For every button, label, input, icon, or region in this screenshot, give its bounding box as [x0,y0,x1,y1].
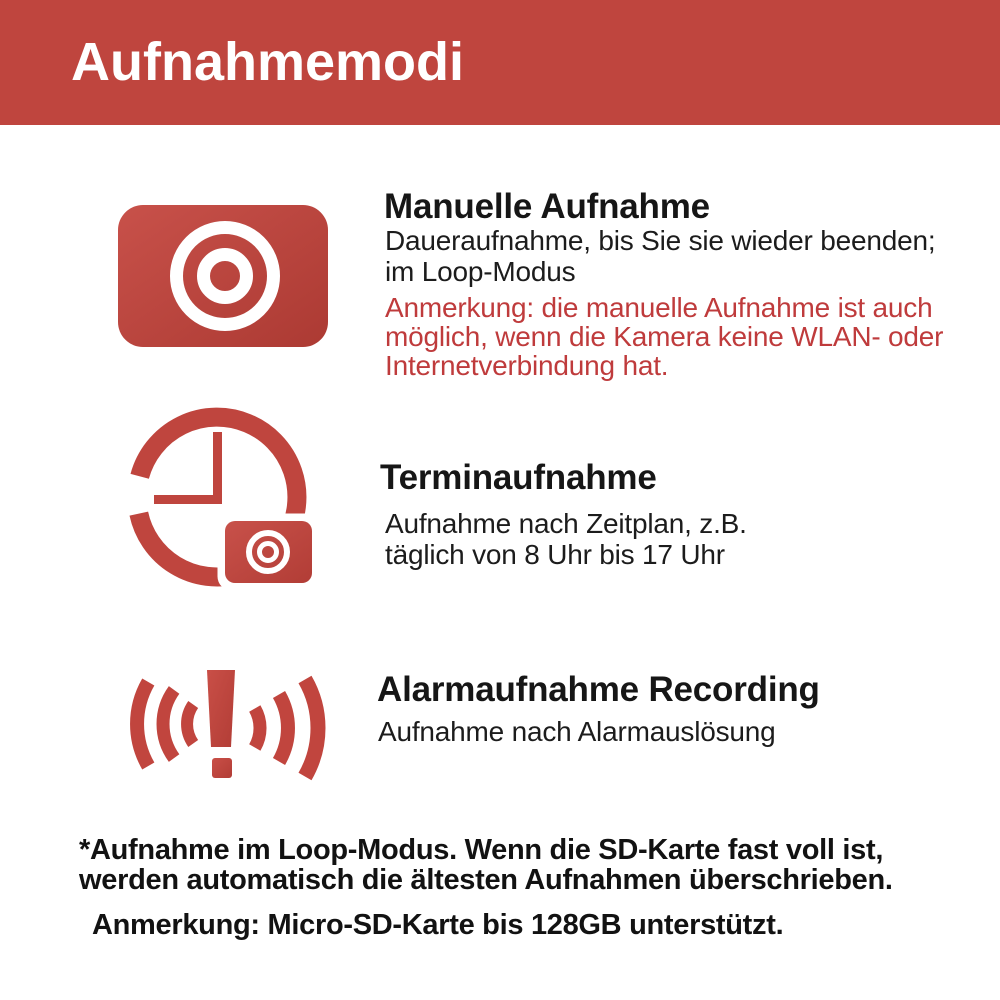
section-note-manual [385,293,943,380]
section-description-alarm [378,716,776,747]
footer-line: *Aufnahme im Loop-Modus. Wenn die SD-Karte fast voll ist, [79,834,884,866]
section-title-alarm: Alarmaufnahme Recording [377,670,820,709]
description-line: Aufnahme nach Alarmauslösung [378,716,776,747]
note-line: Internetverbindung hat. [385,350,669,381]
section-description-scheduled [385,508,747,570]
loop-mode-note [79,835,893,895]
page-title: Aufnahmemodi [71,32,465,92]
clock-schedule-icon [118,403,318,600]
note-line: Anmerkung: die manuelle Aufnahme ist auch [385,292,933,323]
description-line: Daueraufnahme, bis Sie sie wieder beenden; [385,225,936,256]
description-line: täglich von 8 Uhr bis 17 Uhr [385,539,725,570]
section-title-manual: Manuelle Aufnahme [384,187,710,226]
description-line: im Loop-Modus [385,256,576,287]
record-button-icon [118,205,328,352]
section-description-manual [385,225,935,287]
alarm-exclamation-icon [118,660,330,800]
sd-card-note: Anmerkung: Micro-SD-Karte bis 128GB unterstützt. [92,909,784,941]
note-line: möglich, wenn die Kamera keine WLAN- oder [385,321,944,352]
description-line: Aufnahme nach Zeitplan, z.B. [385,508,747,539]
section-title-scheduled: Terminaufnahme [380,458,657,497]
header-banner [0,0,1000,125]
footer-line: werden automatisch die ältesten Aufnahmen überschrieben. [79,864,893,896]
